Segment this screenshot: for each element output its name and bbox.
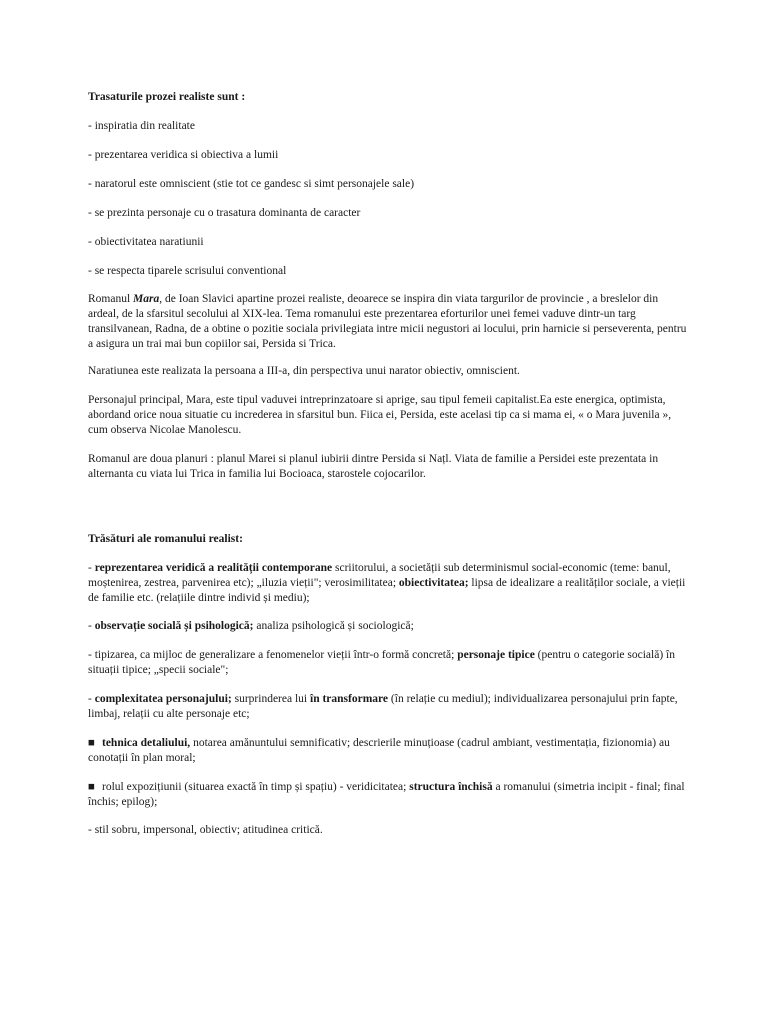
list-item: - se prezinta personaje cu o trasatura dominanta de caracter <box>88 207 361 219</box>
list-item: - se respecta tiparele scrisului conventional <box>88 265 287 277</box>
novel-title: Mara <box>133 293 160 305</box>
square-bullet-icon: ■ <box>88 781 95 793</box>
list-item: - naratorul este omniscient (stie tot ce gandesc si simt personajele sale) <box>88 178 415 190</box>
list-item: ■ tehnica detaliului, notarea amănuntului semnificativ; descrierile minuțioase (cadrul ambiant, vestimentația, fizionomia) au conotații în plan moral; <box>88 737 670 764</box>
section-heading-prose: Trasaturile prozei realiste sunt : <box>88 91 246 103</box>
paragraph-main-character: Personajul principal, Mara, este tipul vaduvei intreprinzatoare si aprige, sau tipul femeii capitalist.Ea este energica, optimista, abordand orice noua situatie cu increderea in sfarsitul bun. Fiica ei, Persida, este acelasi tip ca si mama ei, « o Mara juvenila », cum observa Nicolae Manolescu. <box>88 394 672 436</box>
list-item: ■ rolul expozițiunii (situarea exactă în timp și spațiu) - veridicitatea; structura închisă a romanului (simetria incipit - final; final închis; epilog); <box>88 781 685 808</box>
list-item: - prezentarea veridica si obiectiva a lumii <box>88 149 279 161</box>
list-item: - reprezentarea veridică a realității contemporane scriitorului, a societății sub determinismul social-economic (teme: banul, moștenirea, zestrea, parvenirea etc); „iluzia vieții"; verosimilitatea; obiectivitatea; lipsa de idealizare a realităților sociale, a vieții de familie etc. (relațiile dintre individ și mediu); <box>88 562 686 604</box>
section-heading-realist-novel: Trăsături ale romanului realist: <box>88 533 243 545</box>
paragraph-narration: Naratiunea este realizata la persoana a III-a, din perspectiva unui narator obiectiv, omniscient. <box>88 365 520 377</box>
list-item: - tipizarea, ca mijloc de generalizare a fenomenelor vieții într-o formă concretă; personaje tipice (pentru o categorie socială) în situații tipice; „specii sociale"; <box>88 649 675 676</box>
list-item: - inspiratia din realitate <box>88 120 195 132</box>
list-item: - stil sobru, impersonal, obiectiv; atitudinea critică. <box>88 824 323 836</box>
paragraph-plans: Romanul are doua planuri : planul Marei si planul iubirii dintre Persida si Națl. Viata de familie a Persidei este prezentata in alternanta cu viata lui Trica in familia lui Bocioaca, starostele cojocarilor. <box>88 453 659 480</box>
list-item: - obiectivitatea naratiunii <box>88 236 204 248</box>
paragraph-mara-intro: Romanul Mara, de Ioan Slavici apartine prozei realiste, deoarece se inspira din viata targurilor de provincie , a breslelor din ardeal, de la sfarsitul secolului al XIX-lea. Tema romanului este prezentarea eforturilor unei femei vaduve dintr-un targ transilvanean, Radna, de a obtine o pozitie sociala privilegiata intre micii negustori ai locului, prin harnicie si perseverenta, pentru a asigura un trai mai bun copiilor sai, Persida si Trica. <box>88 293 687 350</box>
square-bullet-icon: ■ <box>88 737 95 749</box>
list-item: - observație socială și psihologică; analiza psihologică și sociologică; <box>88 620 414 632</box>
list-item: - complexitatea personajului; surprinderea lui în transformare (în relație cu mediul); individualizarea personajului prin fapte, limbaj, relații cu alte personaje etc; <box>88 693 678 720</box>
